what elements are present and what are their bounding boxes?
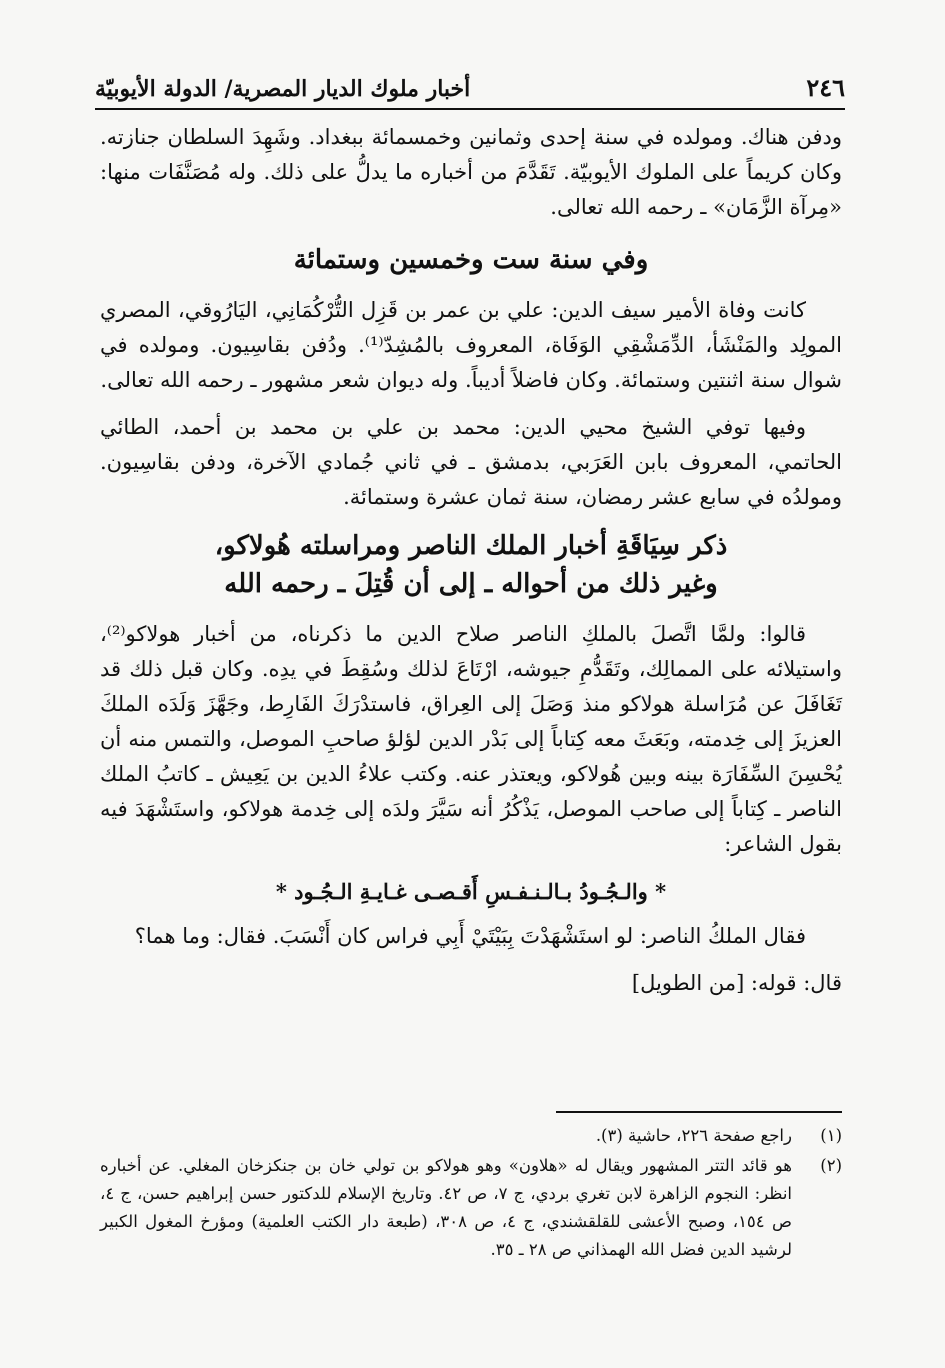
footnote-item [100, 1122, 842, 1150]
page-number: ٢٤٦ [806, 73, 845, 102]
footnote-number: (٢) [820, 1156, 842, 1175]
footnote-text: هو قائد التتر المشهور ويقال له «هلاون» وهو هولاكو بن تولي خان بن جنكزخان المغلي. عن أخباره انظر: النجوم الزاهرة لابن تغري بردي، ج ٧، ص ٤٢. وتاريخ الإسلام للدكتور حسن إبراهيم حسن، ج ٤، ص ١٥٤، وصبح الأعشى للقلقشندي، ج ٤، ص ٣٠٨، (طبعة دار الكتب العلمية) ومؤرخ المغول الكبير لرشيد الدين فضل الله الهمذاني ص ٢٨ ـ ٣٥. [100, 1156, 793, 1259]
running-title: أخبار ملوك الديار المصرية/ الدولة الأيوبيّة [95, 76, 471, 102]
intro-paragraph: ودفن هناك. ومولده في سنة إحدى وثمانين وخمسمائة ببغداد. وشَهِدَ السلطان جنازته. وكان كريماً على الملوك الأيوبيّة. تَقَدَّمَ من أخباره ما يدلُّ على ذلك. وله مُصَنَّفَات منها: «مِرآة الزَّمَان» ـ رحمه الله تعالى. [100, 125, 842, 219]
footnote-separator [556, 1111, 842, 1113]
footnote-text: راجع صفحة ٢٢٦، حاشية (٣). [595, 1126, 792, 1145]
paragraph-hulagu: قالوا: ولمَّا اتَّصلَ بالملكِ الناصر صلاح الدين ما ذكرناه، من أخبار هولاكو⁽²⁾، واستيلائه على الممالِك، وتَقَدُّمِ جيوشه، ارْتَاعَ لذلك وسُقِطَ في يدِه. وكان قبل ذلك قد تَغَافَلَ عن مُرَاسلة هولاكو منذ وَصَلَ إلى العِراق، فاستدْرَكَ الفَارِط، وجَهَّزَ وَلَدَه الملكَ العزيزَ إلى خِدمته، وبَعَثَ معه كِتاباً إلى بَدْر الدين لؤلؤ صاحبِ الموصل، والتمس منه أن يُحْسِنَ السِّفَارَة بينه وبين هُولاكو، ويعتذر عنه. وكتب علاءُ الدين بن يَعِيش ـ كاتبُ الملك الناصر ـ كِتاباً إلى صاحب الموصل، يَذْكُرُ أنه سَيَّرَ ولدَه إلى خِدمة هولاكو، واستَشْهَدَ فيه بقول الشاعر: [100, 622, 842, 856]
main-text [100, 120, 842, 1013]
paragraph-muhyi-al-din: وفيها توفي الشيخ محيي الدين: محمد بن علي بن محمد بن أحمد، الطائي الحاتمي، المعروف بابن العَرَبي، بدمشق ـ في ثاني جُمادي الآخرة، ودفن بقاسِيون. ومولدُه في سابع عشر رمضان، سنة ثمان عشرة وستمائة. [100, 415, 842, 509]
footnotes [100, 1122, 842, 1266]
section-heading-line-1: ذكر سِيَاقَةِ أخبار الملك الناصر ومراسلته هُولاكو، [214, 531, 728, 561]
footnote-item [100, 1152, 842, 1264]
paragraph-quote-intro: قال: قوله: [من الطويل] [631, 971, 842, 995]
page-header [95, 70, 845, 110]
section-heading-line-2: وغير ذلك من أحواله ـ إلى أن قُتِلَ ـ رحمه الله [224, 569, 718, 599]
paragraph-saif-al-din: كانت وفاة الأمير سيف الدين: علي بن عمر بن قَزِل التُّرْكُمَانِي، اليَارُوقي، المصري المولِد والمَنْشَأ، الدِّمَشْقِي الوَفَاة، المعروف بالمُشِدّ⁽¹⁾. ودُفن بقاسِيون. ومولده في شوال سنة اثنتين وستمائة. وكان فاضلاً أديباً. وله ديوان شعر مشهور ـ رحمه الله تعالى. [100, 298, 842, 392]
section-heading-al-nasir [100, 527, 842, 603]
paragraph-nasir-reply: فقال الملكُ الناصر: لو استَشْهَدْتَ بِبَيْتَيْ أَبِي فراس كان أَنْسَبَ. فقال: وما هما؟ [134, 924, 806, 948]
footnote-number: (١) [820, 1126, 842, 1145]
verse-line: * والـجُـودُ بـالـنـفـسِ أَقـصـى غـايـةِ الـجُـود * [275, 879, 667, 904]
section-heading-year-656: وفي سنة ست وخمسين وستمائة [293, 245, 649, 275]
